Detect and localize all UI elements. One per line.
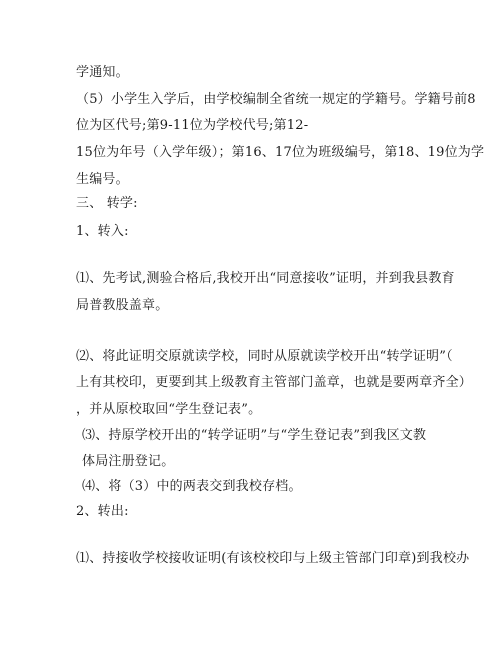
text-line-transfer-in-step3-cont: 体局注册登记。 [82, 454, 175, 469]
text-line-transfer-in-step3: ⑶、持原学校开出的“转学证明”与“学生登记表”到我区文教 [82, 428, 427, 443]
section-heading-transfer: 三、 转学: [76, 196, 138, 211]
text-line-transfer-in-step1: ⑴、先考试,测验合格后,我校开出“同意接收”证明，并到我县教育 [76, 271, 455, 286]
text-line-district-school-code: 位为区代号;第9-11位为学校代号;第12- [76, 118, 309, 133]
text-line-student-number-rule: （5）小学生入学后，由学校编制全省统一规定的学籍号。学籍号前8 [76, 92, 476, 107]
text-line-transfer-in-step1-cont: 局普教股盖章。 [76, 298, 169, 313]
text-line-year-class-code: 15位为年号（入学年级）；第16、17位为班级编号，第18、19位为学 [76, 145, 485, 160]
text-line-transfer-in-step2-cont: 上有其校印，更要到其上级教育主管部门盖章，也就是要两章齐全） [76, 375, 473, 390]
text-line-transfer-in-step2-end: ，并从原校取回“学生登记表”。 [76, 402, 262, 417]
text-line-admission-notice-end: 学通知。 [76, 65, 129, 80]
text-line-transfer-in-step4: ⑷、将（3）中的两表交到我校存档。 [82, 479, 302, 494]
text-line-transfer-in-step2: ⑵、将此证明交原就读学校，同时从原就读学校开出“转学证明”（ [76, 349, 453, 364]
text-line-transfer-out-step1: ⑴、持接收学校接收证明(有该校校印与上级主管部门印章)到我校办 [76, 551, 470, 566]
subheading-transfer-out: 2、转出: [76, 504, 129, 519]
subheading-transfer-in: 1、转入: [76, 224, 129, 239]
text-line-student-code: 生编号。 [76, 172, 129, 187]
